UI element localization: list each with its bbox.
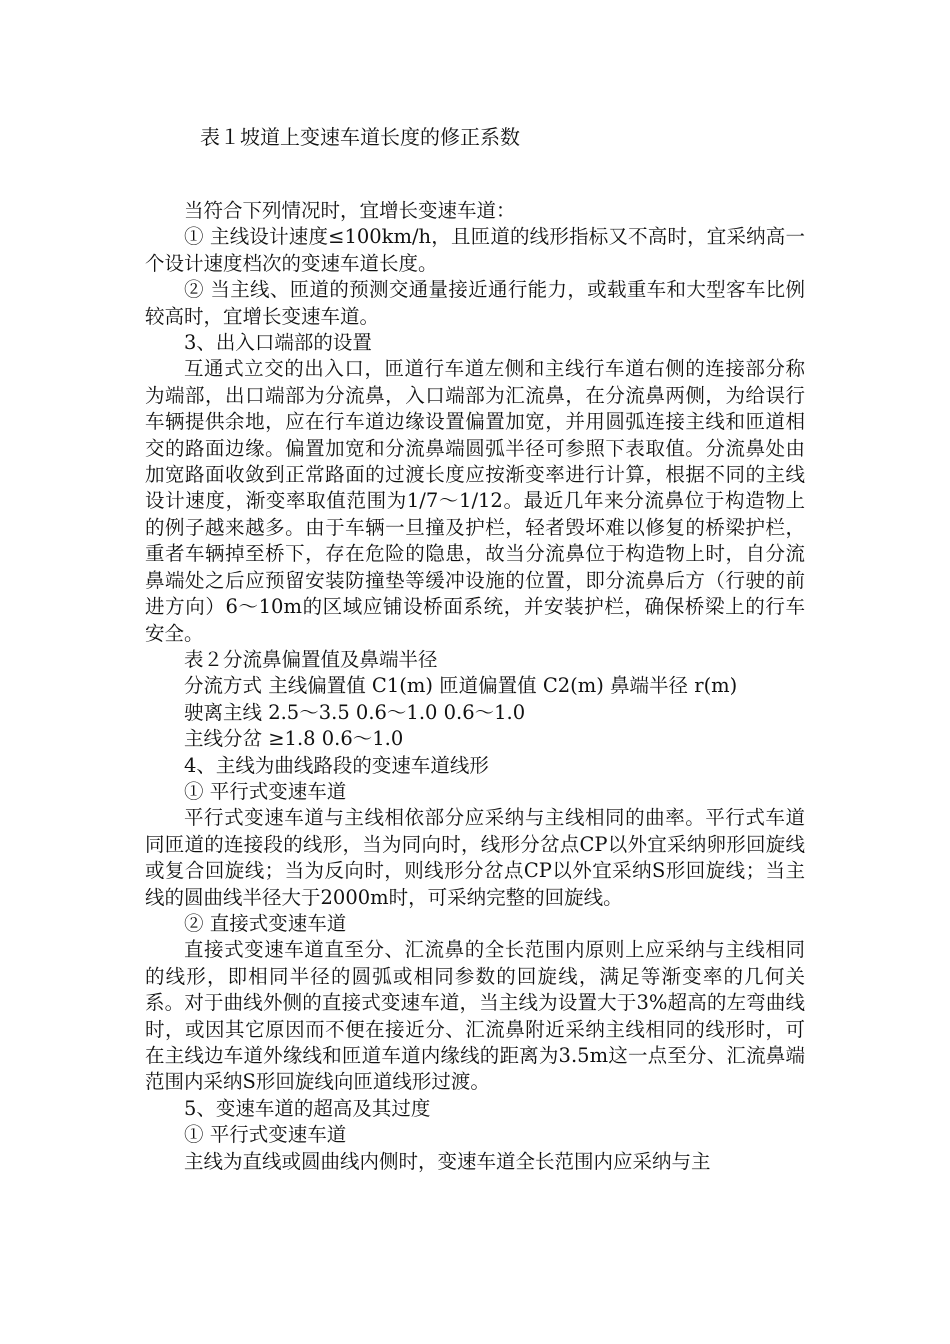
paragraph-intro: 当符合下列情况时，宜增长变速车道： xyxy=(184,199,516,222)
table-2-header: 分流方式 主线偏置值 C1(m) 匝道偏置值 C2(m) 鼻端半径 r(m) xyxy=(184,674,738,698)
subheading-direct-lane: ② 直接式变速车道 xyxy=(184,911,347,935)
paragraph-superelevation: 主线为直线或圆曲线内侧时，变速车道全长范围内应采纳与主 xyxy=(184,1149,711,1173)
paragraph-direct-lane: 直接式变速车道直至分、汇流鼻的全长范围内原则上应采纳与主线相同的线形，即相同半径的圆弧或相同参数的回旋线，满足等渐变率的几何关系。对于曲线外侧的直接式变速车道，当主线为设置大于3%超高的左弯曲线时，或因其它原因而不便在接近分、汇流鼻附近采纳主线相同的线形时，可在主线边车道外缘线和匝道车道内缘线的距离为3.5m这一点至分、汇流鼻端范围内采纳S形回旋线向匝道线形过渡。 xyxy=(145,938,805,1094)
paragraph-section-3: 互通式立交的出入口，匝道行车道左侧和主线行车道右侧的连接部分称为端部，出口端部为分流鼻，入口端部为汇流鼻，在分流鼻两侧，为给误行车辆提供余地，应在行车道边缘设置偏置加宽，并用圆弧连接主线和匝道相交的路面边缘。偏置加宽和分流鼻端圆弧半径可参照下表取值。分流鼻处由加宽路面收敛到正常路面的过渡长度应按渐变率进行计算，根据不同的主线设计速度，渐变率取值范围为1/7～1/12。最近几年来分流鼻位于构造物上的例子越来越多。由于车辆一旦撞及护栏，轻者毁坏难以修复的桥梁护栏，重者车辆掉至桥下，存在危险的隐患，故当分流鼻位于构造物上时，自分流鼻端处之后应预留安装防撞垫等缓冲设施的位置，即分流鼻后方（行驶的前进方向）6～10m的区域应铺设桥面系统，并安装护栏，确保桥梁上的行车安全。 xyxy=(145,357,805,645)
section-heading-3: 3、出入口端部的设置 xyxy=(184,331,372,355)
table-2-caption: 表２分流鼻偏置值及鼻端半径 xyxy=(184,647,438,671)
subheading-parallel-lane-2: ① 平行式变速车道 xyxy=(184,1123,347,1147)
paragraph-parallel-lane: 平行式变速车道与主线相依部分应采纳与主线相同的曲率。平行式车道同匝道的连接段的线形，当为同向时，线形分岔点CP以外宜采纳卵形回旋线或复合回旋线；当为反向时，则线形分岔点CP以外宜采纳S形回旋线；当主线的圆曲线半径大于2000m时，可采纳完整的回旋线。 xyxy=(145,806,805,909)
paragraph-item-1: ① 主线设计速度≤100km/h，且匝道的线形指标又不高时，宜采纳高一个设计速度档次的变速车道长度。 xyxy=(145,225,805,275)
body-text xyxy=(145,198,805,1175)
paragraph-item-2: ② 当主线、匝道的预测交通量接近通行能力，或载重车和大型客车比例较高时，宜增长变速车道。 xyxy=(145,278,805,328)
subheading-parallel-lane: ① 平行式变速车道 xyxy=(184,779,347,803)
table-2-row-2: 主线分岔 ≥1.8 0.6～1.0 xyxy=(184,727,404,751)
table-2-row-1: 驶离主线 2.5～3.5 0.6～1.0 0.6～1.0 xyxy=(184,700,526,724)
section-heading-4: 4、主线为曲线路段的变速车道线形 xyxy=(184,753,489,777)
table-1-caption: 表１坡道上变速车道长度的修正系数 xyxy=(200,125,520,149)
section-heading-5: 5、变速车道的超高及其过度 xyxy=(184,1096,431,1120)
